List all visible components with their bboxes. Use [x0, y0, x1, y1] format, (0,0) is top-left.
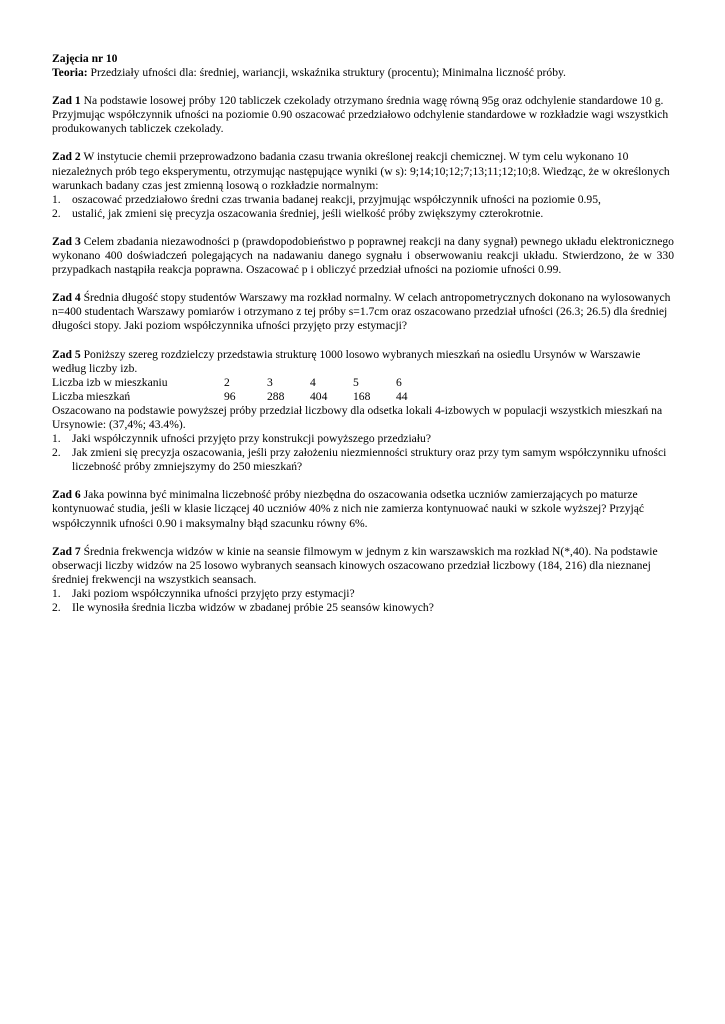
item-number: 1.: [52, 192, 61, 206]
exercise-text: Celem zbadania niezawodności p (prawdopodobieństwo p poprawnej reakcji na dany sygnał) pewnego układu elektronicznego wykonano 400 doświadczeń polegających na nadawaniu danego sygnału i obserwowaniu reakcji układu. Stwierdzono, że w 330 przypadkach nastąpiła reakcja poprawna. Oszacować p i obliczyć przedział ufności na poziomie ufności 0.99.: [52, 234, 674, 277]
item-text: Ile wynosiła średnia liczba widzów w zbadanej próbie 25 seansów kinowych?: [72, 601, 434, 614]
exercise-5: [52, 348, 674, 475]
exercise-text: Na podstawie losowej próby 120 tabliczek czekolady otrzymano średnia wagę równą 95g oraz odchylenie standardowe 10 g. Przyjmując współczynnik ufności na poziomie 0.90 oszacować przedziałowo odchylenie standardowe w rozkładzie wagi wszystkich produkowanych tabliczek czekolady.: [52, 94, 669, 136]
exercise-label: Zad 3: [52, 234, 81, 248]
table-cell: 44: [396, 389, 408, 403]
exercise-text: Poniższy szereg rozdzielczy przedstawia strukturę 1000 losowo wybranych mieszkań na osiedlu Ursynów w Warszawie według liczby izb.: [52, 347, 641, 375]
exercise-5-questions: [52, 432, 674, 474]
exercise-3: [52, 235, 674, 277]
exercise-7: [52, 545, 674, 615]
exercise-label: Zad 5: [52, 347, 81, 361]
page-title: Zajęcia nr 10: [52, 52, 118, 65]
list-item: [52, 446, 674, 474]
list-item: [52, 207, 674, 221]
exercise-label: Zad 6: [52, 488, 81, 502]
exercise-text-continued: Oszacowano na podstawie powyższej próby przedział liczbowy dla odsetka lokali 4-izbowych w populacji wszystkich mieszkań na Ursynowie: (37,4%; 43.4%).: [52, 403, 663, 431]
list-item: [52, 193, 674, 207]
table-cell: 3: [267, 375, 273, 389]
exercise-label: Zad 2: [52, 150, 81, 164]
item-text: oszacować przedziałowo średni czas trwania badanej reakcji, przyjmując współczynnik ufności na poziomie 0.95,: [72, 192, 601, 206]
exercise-text: Średnia długość stopy studentów Warszawy ma rozkład normalny. W celach antropometrycznych dokonano na wylosowanych n=400 studentach Warszawy pomiarów i otrzymano z tej próby s=1.7cm oraz oszacowano przedział ufności (26.3; 26.5) dla średniej długości stopy. Jaki poziom współczynnika ufności przyjęto przy estymacji?: [52, 291, 671, 333]
list-item: [52, 432, 674, 446]
table-row: [52, 390, 439, 404]
table-cell: 2: [224, 375, 230, 389]
theory-text: Przedziały ufności dla: średniej, wariancji, wskaźnika struktury (procentu); Minimalna liczność próby.: [87, 66, 566, 80]
item-number: 2.: [52, 446, 61, 460]
table-row-label: Liczba izb w mieszkaniu: [52, 375, 168, 389]
exercise-text: Jaka powinna być minimalna liczebność próby niezbędna do oszacowania odsetka uczniów zamierzających po maturze kontynuować studia, jeśli w klasie liczącej 40 uczniów 40% z nich nie zamierza kontynuować nauki w szkole wyższej? Przyjąć współczynnik ufności 0.90 i maksymalny błąd szacunku równy 6%.: [52, 488, 645, 530]
table-row-label: Liczba mieszkań: [52, 389, 131, 403]
table-cell: 168: [353, 389, 371, 403]
list-item: [52, 601, 674, 615]
list-item: [52, 587, 674, 601]
item-number: 2.: [52, 601, 61, 614]
document-page: [52, 52, 674, 615]
exercise-2-questions: [52, 193, 674, 221]
exercise-2: [52, 150, 674, 220]
table-cell: 4: [310, 375, 316, 389]
table-cell: 96: [224, 389, 236, 403]
frequency-table: [52, 376, 439, 404]
table-cell: 6: [396, 375, 402, 389]
exercise-7-questions: [52, 587, 674, 615]
exercise-label: Zad 4: [52, 291, 81, 305]
exercise-label: Zad 7: [52, 544, 81, 558]
item-text: Jaki poziom współczynnika ufności przyjęto przy estymacji?: [72, 586, 355, 600]
table-cell: 404: [310, 389, 328, 403]
item-text: ustalić, jak zmieni się precyzja oszacowania średniej, jeśli wielkość próby zwiększymy czterokrotnie.: [72, 206, 544, 220]
theory-label: Teoria:: [52, 66, 88, 80]
table-cell: 5: [353, 375, 359, 389]
exercise-text: W instytucie chemii przeprowadzono badania czasu trwania określonej reakcji chemicznej. W tym celu wykonano 10 niezależnych prób tego eksperymentu, otrzymując następujące wyniki (w s): 9;14;10;12;7;13;11;12;10;8. Wiedząc, że w określonych warunkach badany czas jest zmienną losową o rozkładzie normalnym:: [52, 150, 670, 192]
exercise-4: [52, 291, 674, 333]
header: [52, 52, 674, 80]
table-row: [52, 376, 439, 390]
item-text: Jak zmieni się precyzja oszacowania, jeśli przy założeniu niezmienności struktury oraz przy tym samym współczynniku ufności liczebność próby zmniejszymy do 250 mieszkań?: [72, 446, 667, 474]
exercise-6: [52, 488, 674, 530]
item-number: 1.: [52, 432, 61, 446]
item-text: Jaki współczynnik ufności przyjęto przy konstrukcji powyższego przedziału?: [72, 432, 431, 446]
exercise-text: Średnia frekwencja widzów w kinie na seansie filmowym w jednym z kin warszawskich ma rozkład N(*,40). Na podstawie obserwacji liczby widzów na 25 losowo wybranych seansach kinowych oszacowano przedział liczbowy (184, 216) dla nieznanej średniej frekwencji na wszystkich seansach.: [52, 544, 658, 586]
item-number: 2.: [52, 206, 61, 220]
exercise-1: [52, 94, 674, 136]
item-number: 1.: [52, 586, 61, 600]
table-cell: 288: [267, 389, 285, 403]
exercise-label: Zad 1: [52, 94, 81, 108]
